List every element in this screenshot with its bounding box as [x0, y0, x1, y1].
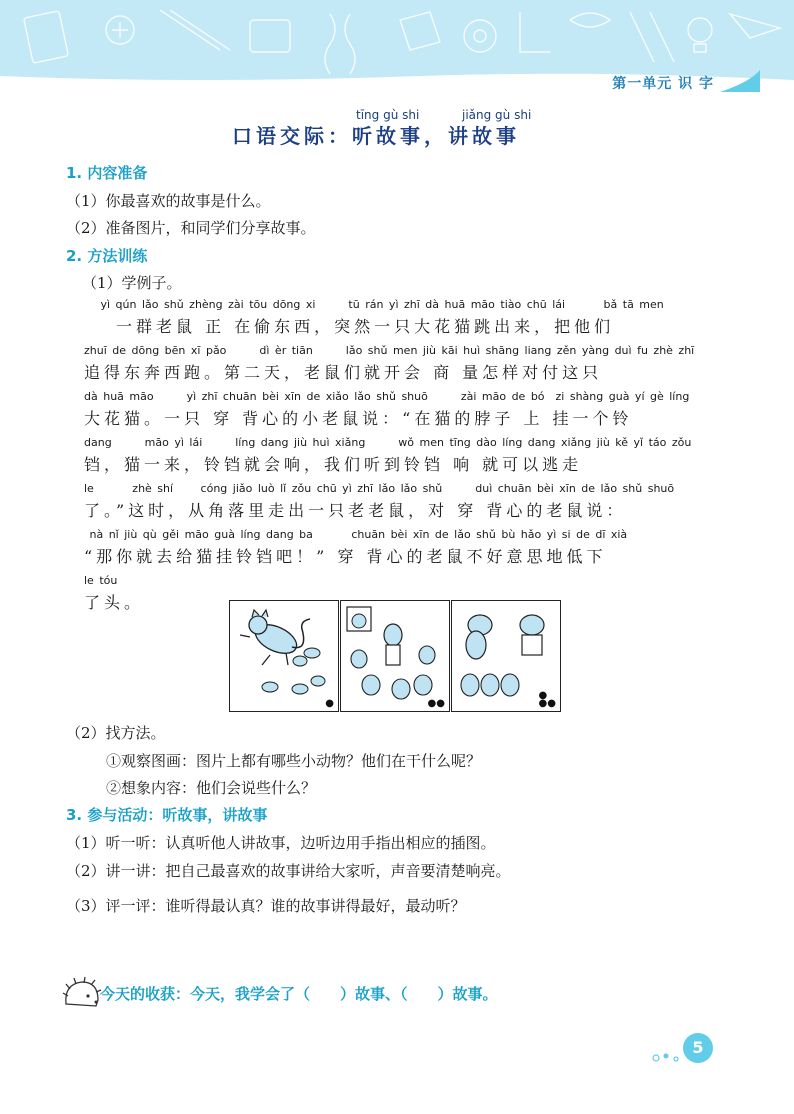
section-2-sub-2-a: ①观察图画：图片上都有哪些小动物？他们在干什么呢？	[106, 752, 482, 770]
mice-meeting-image	[341, 601, 449, 711]
story-pinyin-line: zhuī de dōng bēn xī pǎo dì èr tiān lǎo shǔ men jiù kāi huì shāng liang zěn yàng duì fu zhè zhī	[84, 344, 695, 357]
panel-mice-meeting	[340, 600, 450, 712]
panel-old-mouse	[451, 600, 561, 712]
story-pinyin-line: dang māo yì lái líng dang jiù huì xiǎng wǒ men tīng dào líng dang xiǎng jiù kě yǐ táo zǒu	[84, 436, 692, 449]
section-3-item-2: （2）讲一讲：把自己最喜欢的故事讲给大家听，声音要清楚响亮。	[66, 862, 511, 880]
section-2-heading: 2. 方法训练	[66, 247, 148, 265]
cat-chasing-mice-image	[230, 601, 338, 711]
page-title: 口语交际：听故事，讲故事	[232, 124, 520, 148]
story-text-line: 追得东奔西跑。第二天，老鼠们就开会 商 量怎样对付这只	[84, 363, 603, 382]
panel-number-dots: ●	[325, 698, 334, 709]
story-text-line: 一群老鼠 正 在偷东西，突然一只大花猫跳出来，把他们	[116, 317, 615, 336]
story-pinyin-line: dà huā māo yì zhī chuān bèi xīn de xiǎo lǎo shǔ shuō zài māo de bó zi shàng guà yí gè líng	[84, 390, 690, 403]
unit-label-decoration	[720, 70, 760, 92]
section-3-item-3: （3）评一评：谁听得最认真？谁的故事讲得最好，最动听？	[66, 897, 466, 915]
story-text-line: 了。”这时，从角落里走出一只老老鼠，对 穿 背心的老鼠说：	[84, 501, 627, 520]
section-2-sub-2: （2）找方法。	[66, 724, 166, 742]
title-pinyin-1: tīng gù shi	[356, 108, 420, 122]
title-pinyin-2: jiǎng gù shi	[462, 108, 532, 122]
section-1-item-1: （1）你最喜欢的故事是什么。	[66, 192, 271, 210]
section-1-heading: 1. 内容准备	[66, 164, 148, 182]
panel-number-dots: ● ●●	[538, 690, 556, 709]
panel-number-dots: ●●	[427, 698, 445, 709]
section-3-item-1: （1）听一听：认真听他人讲故事，边听边用手指出相应的插图。	[66, 834, 496, 852]
story-text-line: 铛，猫一来，铃铛就会响，我们听到铃铛 响 就可以逃走	[84, 455, 583, 474]
story-pinyin-line: le tóu	[84, 574, 118, 587]
page-number: 5	[683, 1033, 713, 1063]
section-1-item-2: （2）准备图片，和同学们分享故事。	[66, 219, 316, 237]
story-text-line: 大花猫。一只 穿 背心的小老鼠说：“在猫的脖子 上 挂一个铃	[84, 409, 633, 428]
harvest-prompt: 今天的收获：今天，我学会了（ ）故事、（ ）故事。	[100, 985, 498, 1003]
section-2-sub-1: （1）学例子。	[82, 274, 182, 292]
unit-label: 第一单元 识 字	[612, 76, 714, 92]
story-pinyin-line: yì qún lǎo shǔ zhèng zài tōu dōng xi tū rán yì zhī dà huā māo tiào chū lái bǎ tā men	[84, 298, 664, 311]
panel-cat-chasing	[229, 600, 339, 712]
story-text-line: “那你就去给猫挂铃铛吧！” 穿 背心的老鼠不好意思地低下	[84, 547, 607, 566]
story-text-line: 了头。	[84, 593, 145, 612]
section-2-sub-2-b: ②想象内容：他们会说些什么？	[106, 779, 317, 797]
section-3-heading: 3. 参与活动：听故事，讲故事	[66, 806, 268, 824]
story-illustrations	[229, 600, 561, 712]
story-passage	[84, 298, 714, 620]
hedgehog-icon	[60, 976, 102, 1012]
story-pinyin-line: nà nǐ jiù qù gěi māo guà líng dang ba chuān bèi xīn de lǎo shǔ bù hǎo yì si de dī xià	[84, 528, 628, 541]
story-pinyin-line: le zhè shí cóng jiǎo luò lǐ zǒu chū yì zhī lǎo lǎo shǔ duì chuān bèi xīn de lǎo shǔ shuō	[84, 482, 675, 495]
